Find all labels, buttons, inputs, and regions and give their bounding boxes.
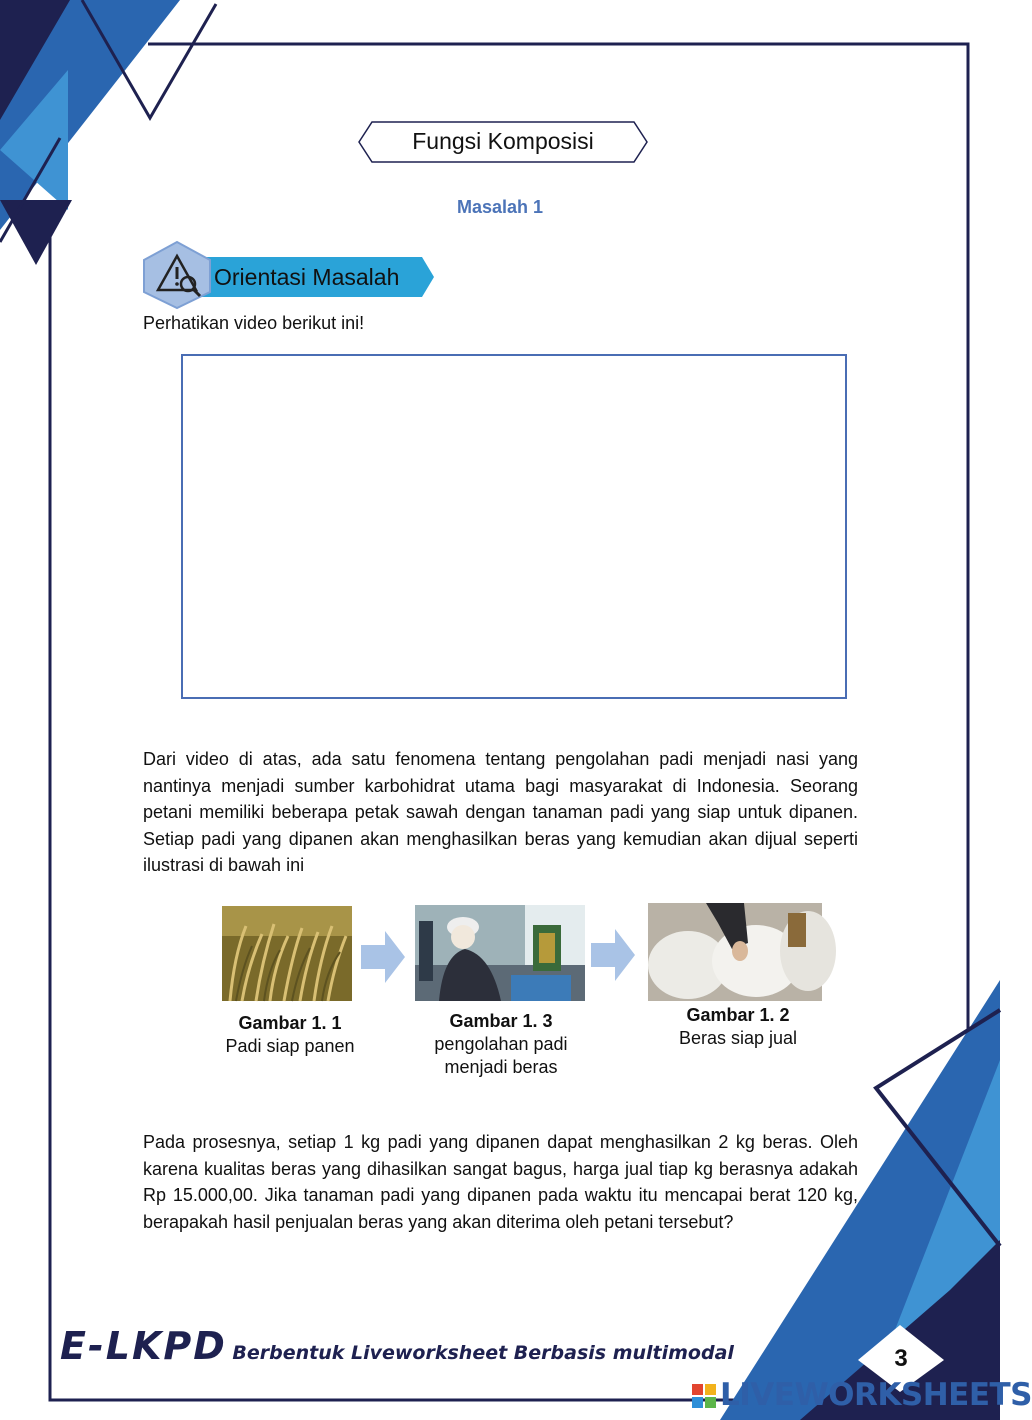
footer-title	[60, 1324, 734, 1368]
figure-caption	[430, 1010, 572, 1079]
arrow-right-icon	[591, 929, 635, 981]
warning-magnifier-icon	[140, 240, 214, 310]
figure-caption	[655, 1004, 821, 1050]
figure-description: Padi siap panen	[225, 1036, 355, 1056]
arrow-right-icon	[361, 931, 405, 983]
problem-heading: Masalah 1	[456, 197, 544, 217]
figure-title: Gambar 1. 2	[686, 1005, 790, 1025]
footer-title-small: Berbentuk Liveworksheet Berbasis multimodal	[232, 1342, 734, 1364]
video-placeholder[interactable]	[181, 354, 847, 699]
rice-field-image	[222, 906, 352, 1001]
rice-processing-image	[415, 905, 585, 1001]
intro-text: Perhatikan video berikut ini!	[143, 313, 365, 333]
figure-title: Gambar 1. 1	[238, 1013, 342, 1033]
watermark-text: LIVEWORKSHEETS	[720, 1377, 1032, 1413]
figure-caption	[205, 1012, 375, 1058]
rice-sacks-image	[648, 903, 822, 1001]
page-number: 3	[894, 1345, 908, 1372]
figure-description: Beras siap jual	[678, 1028, 798, 1048]
paragraph-1: Dari video di atas, ada satu fenomena tentang pengolahan padi menjadi nasi yang nantinya menjadi sumber karbohidrat utama bagi masyarakat di Indonesia. Seorang petani memiliki beberapa petak sawah dengan tanaman padi yang siap untuk dipanen. Setiap padi yang dipanen akan menghasilkan beras yang kemudian akan dijual seperti ilustrasi di bawah ini	[143, 749, 858, 875]
corner-shape	[0, 200, 72, 265]
footer-title-big: E-LKPD	[60, 1324, 227, 1368]
figure-description: pengolahan padi menjadi beras	[434, 1034, 568, 1077]
figure-title: Gambar 1. 3	[449, 1011, 553, 1031]
orientation-label: Orientasi Masalah	[214, 264, 400, 290]
page-title: Fungsi Komposisi	[412, 128, 594, 154]
paragraph-2: Pada prosesnya, setiap 1 kg padi yang dipanen dapat menghasilkan 2 kg beras. Oleh karena kualitas beras yang dihasilkan sangat bagus, harga jual tiap kg berasnya adakah Rp 15.000,00. Jika tanaman padi yang dipanen pada waktu itu mencapai berat 120 kg, berapakah hasil penjualan beras yang akan diterima oleh petani tersebut?	[143, 1132, 858, 1232]
liveworksheets-logo-icon	[692, 1384, 716, 1408]
